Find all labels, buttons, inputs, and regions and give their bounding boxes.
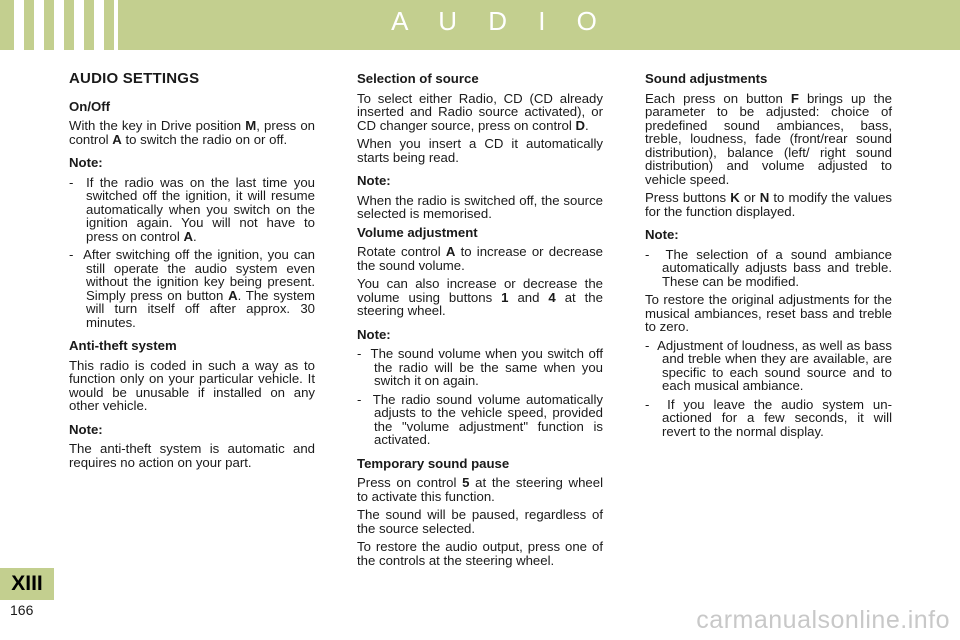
chapter-tab: XIII [0,568,54,600]
onoff-text: With the key in Drive position M, press on control A to switch the radio on or off. [69,118,315,147]
note-item: - If the radio was on the last time you switched off the ignition, it will resume automatically when you switch on the ignition again. You will not have to press on control A. [69,174,315,244]
header-band [0,0,960,50]
page-title: A U D I O [391,6,609,36]
note-title: Note: [357,326,391,342]
onoff-title: On/Off [69,98,111,114]
note-title: Note: [69,421,103,437]
source-title: Selection of source [357,71,479,86]
column-3 [645,72,892,443]
sound-text: Each press on button F brings up the parameter to be adjusted: choice of predefined sound ambiances, bass, treble, loudness, fade (front/rear sound distribution), balance (left/ right sound distribution) and volume adjusted to vehicle speed. [645,90,892,187]
note-item: - The selection of a sound ambiance automatically adjusts bass and treble. These can be modified. [645,246,892,289]
note-item: - The radio sound volume automatically adjusts to the vehicle speed, provided the "volume adjustment" function is activated. [357,391,603,447]
note-text: The anti-theft system is automatic and requires no action on your part. [69,441,315,470]
pause-text: Press on control 5 at the steering wheel to activate this function. [357,475,604,504]
antitheft-text: This radio is coded in such a way as to function only on your particular vehicle. It would be unusable if installed on any other vehicle. [69,357,315,413]
note-item: - After switching off the ignition, you can still operate the audio system even without the ignition key being present. Simply press on button A. The system will turn itself off after approx. 30 minutes. [69,247,315,330]
page-number: 166 [10,602,34,618]
note-text: When the radio is switched off, the source selected is memorised. [357,192,603,221]
watermark: carmanualsonline.info [696,606,950,634]
note-title: Note: [645,227,679,242]
volume-title: Volume adjustment [357,224,478,240]
column-2 [357,72,603,572]
antitheft-title: Anti-theft system [69,338,177,353]
section-heading: AUDIO SETTINGS [69,70,200,87]
sound-text-2: Press buttons K or N to modify the values for the function displayed. [645,190,892,219]
column-1 [69,72,315,474]
note-title: Note: [357,173,391,188]
pause-text-3: To restore the audio output, press one of the controls at the steering wheel. [357,539,603,568]
source-text: To select either Radio, CD (CD already inserted and Radio source activated), or CD changer source, press on control D. [357,90,603,133]
source-text-2: When you insert a CD it automatically starts being read. [357,136,603,165]
sound-title: Sound adjustments [645,71,768,86]
volume-text: Rotate control A to increase or decrease the sound volume. [357,244,603,273]
note-item: - Adjustment of loudness, as well as bass and treble when they are available, are specific to each sound source and to each musical ambiance. [645,337,892,393]
pause-text-2: The sound will be paused, regardless of the source selected. [357,507,603,536]
volume-text-2: You can also increase or decrease the volume using buttons 1 and 4 at the steering wheel. [357,276,603,318]
note-title: Note: [69,155,103,170]
pause-title: Temporary sound pause [357,455,510,471]
note-text: To restore the original adjustments for the musical ambiances, reset bass and treble to zero. [645,292,892,334]
note-item: - The sound volume when you switch off the radio will be the same when you switch it on again. [357,346,603,388]
note-item: - If you leave the audio system un- actioned for a few seconds, it will revert to the normal display. [645,396,892,439]
